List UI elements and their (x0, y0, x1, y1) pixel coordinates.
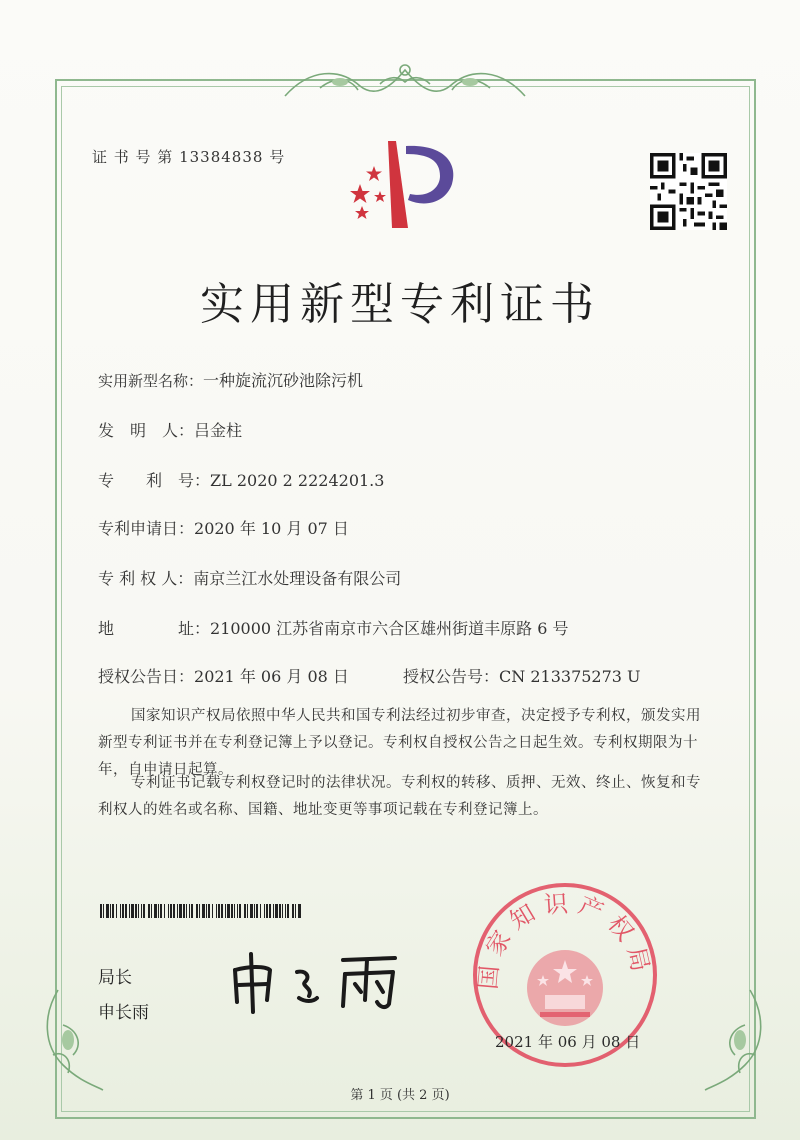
grant-date-row (98, 664, 349, 687)
patent-number-row (98, 468, 384, 491)
patent-office-logo-icon (340, 136, 470, 236)
field-label: 地 址： (98, 619, 211, 638)
certificate-title: 实用新型专利证书 (200, 279, 600, 330)
signatory-title: 局长 (98, 968, 132, 988)
filing-date: 2020 年 10 月 07 日 (194, 519, 349, 538)
field-label: 实用新型名称： (98, 372, 204, 390)
field-label: 专利申请日： (98, 519, 195, 538)
signatory-name: 申长雨 (98, 1003, 149, 1023)
inventor-row (98, 418, 242, 441)
grant-number-row (403, 664, 641, 687)
inventor-name: 吕金柱 (194, 421, 243, 440)
corner-ornament-icon (700, 985, 770, 1095)
field-label: 授权公告号： (403, 667, 500, 686)
utility-model-name: 一种旋流沉砂池除污机 (203, 371, 364, 390)
handwritten-signature-icon (225, 940, 425, 1020)
patent-number: ZL 2020 2 2224201.3 (210, 471, 385, 490)
patentee-name: 南京兰江水处理设备有限公司 (193, 569, 402, 588)
filing-date-row (98, 516, 349, 539)
field-label: 授权公告日： (98, 667, 195, 686)
field-label: 专 利 权 人： (98, 569, 194, 588)
page-number: 第 1 页 (共 2 页) (350, 1088, 450, 1103)
address-row (98, 616, 569, 639)
field-label: 专 利 号： (98, 471, 211, 490)
patentee-row (98, 566, 401, 589)
certificate-number: 证 书 号 第 13384838 号 (92, 148, 286, 166)
utility-model-name-row (98, 368, 363, 391)
seal-text: 国家知识产权局 (473, 889, 657, 991)
qr-code-icon (650, 153, 727, 230)
top-ornament-icon (280, 58, 530, 102)
notice-paragraph: 国家知识产权局依照中华人民共和国专利法经过初步审查，决定授予专利权，颁发实用新型专利证书并在专利登记簿上予以登记。专利权自授权公告之日起生效。专利权期限为十年，自申请日起算。 (98, 708, 701, 778)
barcode-icon (100, 904, 302, 918)
field-label: 发 明 人： (98, 421, 195, 440)
notice-paragraph: 专利证书记载专利权登记时的法律状况。专利权的转移、质押、无效、终止、恢复和专利权人的姓名或名称、国籍、地址变更等事项记载在专利登记簿上。 (98, 775, 701, 818)
seal-date: 2021 年 06 月 08 日 (495, 1033, 641, 1051)
grant-number: CN 213375273 U (499, 667, 641, 686)
address: 210000 江苏省南京市六合区雄州街道丰原路 6 号 (210, 619, 569, 638)
grant-date: 2021 年 06 月 08 日 (194, 667, 349, 686)
